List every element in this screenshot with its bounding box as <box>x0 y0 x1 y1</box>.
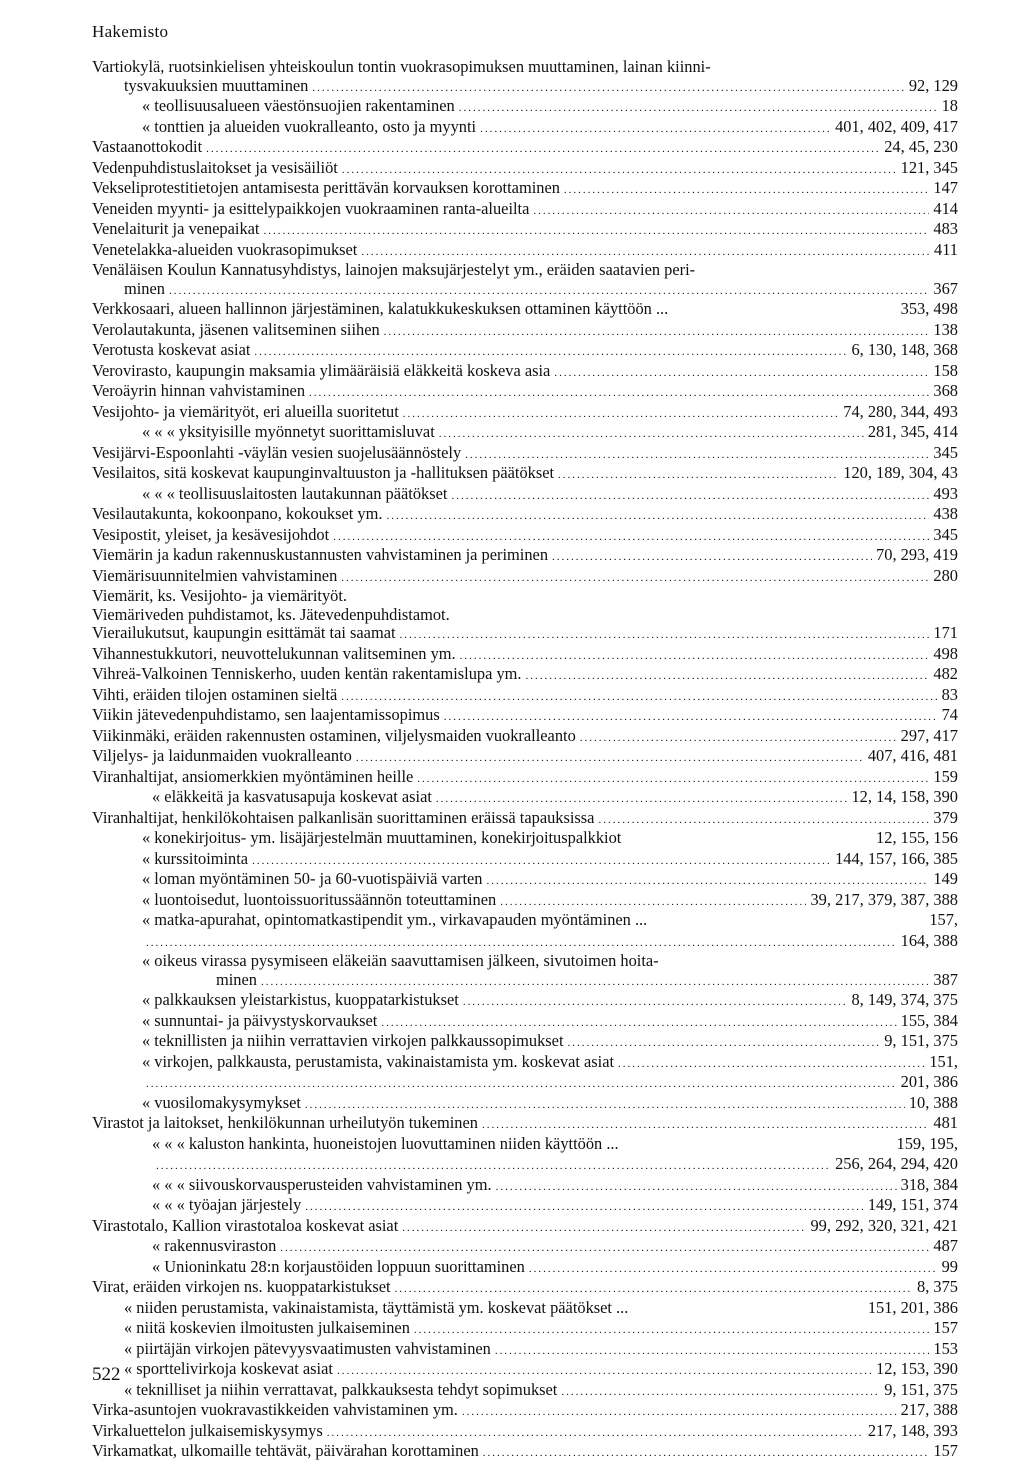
index-entry <box>92 526 958 547</box>
dot-leader <box>465 446 929 465</box>
entry-pages: 6, 130, 148, 368 <box>851 341 958 359</box>
entry-text: Viemärit, ks. Vesijohto- ja viemärityöt. <box>92 587 347 605</box>
entry-pages: 151, 201, 386 <box>867 1298 958 1317</box>
entry-pages: 483 <box>933 220 958 238</box>
dot-leader <box>459 99 938 118</box>
dot-leader <box>261 973 929 992</box>
index-entry <box>92 587 958 606</box>
index-entry <box>92 624 958 645</box>
entry-text: Venelaiturit ja venepaikat <box>92 220 260 238</box>
index-entry <box>92 300 958 321</box>
dot-leader <box>384 323 930 342</box>
dot-leader <box>400 626 930 645</box>
index-entry <box>92 382 958 403</box>
dot-leader <box>342 161 897 180</box>
dot-leader <box>618 1055 925 1074</box>
entry-pages: 138 <box>933 320 958 339</box>
entry-text: « palkkauksen yleistarkistus, kuoppatarkistukset <box>142 991 459 1009</box>
entry-text: « kurssitoiminta <box>142 849 249 868</box>
index-entry <box>92 567 958 588</box>
entry-text: Vihti, eräiden tilojen ostaminen sieltä <box>92 685 338 704</box>
entry-text: Venäläisen Koulun Kannatusyhdistys, lainojen maksujärjestelyt ym., eräiden saatavien peri- <box>92 261 696 279</box>
entry-text: Vesipostit, yleiset, ja kesävesijohdot <box>92 525 330 544</box>
entry-pages: 438 <box>933 505 958 523</box>
index-list <box>92 58 958 1463</box>
entry-text: Viikinmäki, eräiden rakennusten ostaminen, viljelysmaiden vuokralleanto <box>92 726 576 745</box>
dot-leader <box>341 569 929 588</box>
entry-text: « teknilliset ja niihin verrattavat, palkkauksesta tehdyt sopimukset <box>124 1380 558 1399</box>
dot-leader <box>414 1321 930 1340</box>
entry-text: « sunnuntai- ja päivystyskorvaukset <box>142 1011 378 1030</box>
index-entry <box>92 1196 958 1217</box>
entry-text: Verotusta koskevat asiat <box>92 341 251 359</box>
dot-leader <box>263 222 929 241</box>
index-entry <box>92 768 958 789</box>
index-entry <box>92 1258 958 1279</box>
dot-leader <box>444 708 938 727</box>
entry-pages: 159, 195, <box>896 1134 958 1153</box>
index-entry <box>92 1278 958 1299</box>
index-entry <box>92 261 958 280</box>
entry-pages: 18 <box>941 97 958 115</box>
entry-pages: 481 <box>933 1114 958 1132</box>
entry-pages: 256, 264, 294, 420 <box>835 1155 958 1173</box>
index-entry <box>92 870 958 891</box>
index-entry <box>92 220 958 241</box>
entry-pages: 151, <box>929 1052 958 1071</box>
entry-text: Vesilaitos, sitä koskevat kaupunginvaltuuston ja -hallituksen päätökset <box>92 464 555 482</box>
index-entry <box>92 952 958 971</box>
index-entry <box>92 991 958 1012</box>
entry-pages: 414 <box>933 199 958 218</box>
index-entry <box>92 58 958 77</box>
index-entry <box>92 809 958 830</box>
index-entry <box>92 444 958 465</box>
entry-text: « « « siivouskorvausperusteiden vahvistaminen ym. <box>152 1175 492 1194</box>
dot-leader <box>305 1198 864 1217</box>
entry-pages: 24, 45, 230 <box>884 138 958 156</box>
entry-text: Viemärin ja kadun rakennuskustannusten vahvistaminen ja periminen <box>92 546 549 564</box>
entry-pages: 164, 388 <box>900 931 958 950</box>
entry-text: « niitä koskevien ilmoitusten julkaiseminen <box>124 1319 410 1337</box>
entry-pages: 353, 498 <box>900 300 958 318</box>
dot-leader <box>580 729 897 748</box>
entry-pages: 83 <box>941 685 958 704</box>
index-entry <box>92 403 958 424</box>
entry-text: « « « yksityisille myönnetyt suorittamisluvat <box>142 423 435 441</box>
entry-pages: 99, 292, 320, 321, 421 <box>810 1216 958 1235</box>
entry-pages: 74 <box>941 706 958 724</box>
entry-pages: 157 <box>933 1442 958 1460</box>
entry-pages: 149, 151, 374 <box>867 1196 958 1214</box>
entry-pages: 201, 386 <box>900 1073 958 1091</box>
dot-leader <box>312 79 904 98</box>
index-entry <box>92 546 958 567</box>
entry-text: Vedenpuhdistuslaitokset ja vesisäiliöt <box>92 158 338 177</box>
dot-leader <box>156 1157 831 1176</box>
index-entry <box>92 1114 958 1135</box>
dot-leader <box>526 667 930 686</box>
dot-leader <box>337 1362 872 1381</box>
index-entry <box>92 423 958 444</box>
entry-text: « eläkkeitä ja kasvatusapuja koskevat asiat <box>152 788 432 806</box>
dot-leader <box>333 528 929 547</box>
entry-pages: 144, 157, 166, 385 <box>835 849 958 868</box>
entry-pages: 74, 280, 344, 493 <box>843 402 958 421</box>
entry-text: Viikin jätevedenpuhdistamo, sen laajentamissopimus <box>92 706 440 724</box>
index-entry <box>92 159 958 180</box>
entry-text: Virastot ja laitokset, henkilökunnan urheilutyön tukeminen <box>92 1114 478 1132</box>
entry-pages: 120, 189, 304, 43 <box>843 464 958 482</box>
entry-pages: 345 <box>933 525 958 544</box>
index-entry <box>92 1401 958 1422</box>
index-entry <box>92 1073 958 1094</box>
entry-text: « luontoisedut, luontoissuoritussäännön toteuttaminen <box>142 890 497 909</box>
entry-text: Viemäriveden puhdistamot, ks. Jätevedenpuhdistamot. <box>92 605 450 624</box>
entry-pages: 379 <box>933 808 958 827</box>
page-number: 522 <box>92 1364 121 1385</box>
entry-text: Venetelakka-alueiden vuokrasopimukset <box>92 240 358 259</box>
dot-leader <box>462 1403 897 1422</box>
index-entry <box>92 891 958 912</box>
dot-leader <box>305 1096 905 1115</box>
entry-pages: 70, 293, 419 <box>876 546 958 564</box>
entry-text: minen <box>216 970 257 989</box>
entry-text: Vierailukutsut, kaupungin esittämät tai saamat <box>92 624 396 642</box>
index-entry <box>92 464 958 485</box>
index-entry <box>92 932 958 953</box>
index-entry <box>92 341 958 362</box>
dot-leader <box>451 487 929 506</box>
index-entry <box>92 77 958 98</box>
index-entry <box>92 321 958 342</box>
index-entry <box>92 1217 958 1238</box>
dot-leader <box>561 1383 880 1402</box>
dot-leader <box>439 425 864 444</box>
entry-text: Virastotalo, Kallion virastotaloa koskevat asiat <box>92 1216 399 1235</box>
entry-pages: 9, 151, 375 <box>884 1380 958 1399</box>
index-entry <box>92 606 958 625</box>
entry-pages: 217, 148, 393 <box>867 1421 958 1440</box>
index-entry <box>92 97 958 118</box>
entry-text: Vihreä-Valkoinen Tenniskerho, uuden kentän rakentamislupa ym. <box>92 665 522 683</box>
dot-leader <box>436 790 848 809</box>
entry-text: Viranhaltijat, henkilökohtaisen palkanlisän suorittaminen eräissä tapauksissa <box>92 808 595 827</box>
index-entry <box>92 118 958 139</box>
entry-pages: 281, 345, 414 <box>867 423 958 441</box>
entry-pages: 92, 129 <box>908 76 958 95</box>
entry-pages: 367 <box>933 279 958 298</box>
entry-pages: 368 <box>933 382 958 400</box>
entry-text: « konekirjoitus- ym. lisäjärjestelmän muuttaminen, konekirjoituspalkkiot <box>142 829 622 847</box>
entry-pages: 159 <box>933 767 958 786</box>
index-entry <box>92 280 958 301</box>
dot-leader <box>417 770 929 789</box>
running-header: Hakemisto <box>92 22 169 41</box>
entry-text: « loman myöntäminen 50- ja 60-vuotispäiviä varten <box>142 870 483 888</box>
entry-text: « « « kaluston hankinta, huoneistojen luovuttaminen niiden käyttöön ... <box>152 1134 619 1153</box>
entry-pages: 280 <box>933 566 958 585</box>
entry-pages: 387 <box>933 970 958 989</box>
entry-pages: 147 <box>933 179 958 197</box>
index-entry <box>92 1135 958 1156</box>
dot-leader <box>598 811 929 830</box>
dot-leader <box>482 1116 929 1135</box>
entry-pages: 9, 151, 375 <box>884 1032 958 1050</box>
index-entry <box>92 1422 958 1443</box>
entry-text: tysvakuuksien muuttaminen <box>124 76 309 95</box>
entry-pages: 12, 14, 158, 390 <box>851 788 958 806</box>
entry-pages: 297, 417 <box>900 726 958 745</box>
index-entry <box>92 138 958 159</box>
index-entry <box>92 727 958 748</box>
dot-leader <box>252 852 831 871</box>
entry-pages: 121, 345 <box>900 158 958 177</box>
entry-pages: 157, <box>929 911 958 929</box>
index-entry <box>92 747 958 768</box>
entry-text: « teollisuusalueen väestönsuojien rakentaminen <box>142 97 455 115</box>
entry-pages: 487 <box>933 1237 958 1255</box>
entry-text: Verovirasto, kaupungin maksamia ylimääräisiä eläkkeitä koskeva asia <box>92 361 551 380</box>
index-entry <box>92 1360 958 1381</box>
entry-text: Vesilautakunta, kokoonpano, kokoukset ym. <box>92 505 383 523</box>
entry-pages: 99 <box>941 1257 958 1276</box>
entry-pages: 12, 155, 156 <box>876 829 958 847</box>
index-entry <box>92 645 958 666</box>
entry-pages: 10, 388 <box>908 1093 958 1112</box>
entry-pages: 158 <box>933 361 958 380</box>
index-entry <box>92 1340 958 1361</box>
index-entry <box>92 1176 958 1197</box>
dot-leader <box>558 466 839 485</box>
index-entry <box>92 1032 958 1053</box>
entry-text: Viemärisuunnitelmien vahvistaminen <box>92 566 338 585</box>
index-entry <box>92 850 958 871</box>
index-entry <box>92 200 958 221</box>
dot-leader <box>496 1178 897 1197</box>
index-entry <box>92 706 958 727</box>
dot-leader <box>402 1219 806 1238</box>
index-entry <box>92 1155 958 1176</box>
entry-pages: 157 <box>933 1319 958 1337</box>
index-entry <box>92 829 958 850</box>
entry-text: « rakennusviraston <box>152 1237 277 1255</box>
entry-pages: 318, 384 <box>900 1175 958 1194</box>
entry-pages: 149 <box>933 870 958 888</box>
entry-pages: 401, 402, 409, 417 <box>835 117 958 136</box>
dot-leader <box>309 384 929 403</box>
entry-text: Viljelys- ja laidunmaiden vuokralleanto <box>92 747 352 765</box>
dot-leader <box>206 140 880 159</box>
index-entry <box>92 665 958 686</box>
entry-pages: 411 <box>934 240 958 259</box>
dot-leader <box>568 1034 881 1053</box>
dot-leader <box>403 405 839 424</box>
dot-leader <box>463 993 848 1012</box>
dot-leader <box>552 548 872 567</box>
index-entry <box>92 911 958 932</box>
index-entry <box>92 1012 958 1033</box>
entry-text: Virkamatkat, ulkomaille tehtävät, päivärahan korottaminen <box>92 1442 479 1460</box>
index-entry <box>92 1319 958 1340</box>
dot-leader <box>146 1075 897 1094</box>
dot-leader <box>395 1280 913 1299</box>
index-entry <box>92 1381 958 1402</box>
dot-leader <box>480 120 831 139</box>
entry-text: « « « työajan järjestely <box>152 1196 302 1214</box>
index-entry <box>92 1053 958 1074</box>
dot-leader <box>361 243 930 262</box>
dot-leader <box>483 1444 930 1463</box>
entry-text: « piirtäjän virkojen pätevyysvaatimusten vahvistaminen <box>124 1339 491 1358</box>
entry-text: Viranhaltijat, ansiomerkkien myöntäminen heille <box>92 767 414 786</box>
entry-text: Vihannestukkutori, neuvottelukunnan valitseminen ym. <box>92 644 456 663</box>
entry-pages: 217, 388 <box>900 1401 958 1419</box>
entry-text: Virkaluettelon julkaisemiskysymys <box>92 1421 323 1440</box>
entry-pages: 345 <box>933 443 958 462</box>
entry-text: Verkkosaari, alueen hallinnon järjestäminen, kalatukkukeskuksen ottaminen käyttöön ... <box>92 300 669 318</box>
entry-pages: 39, 217, 379, 387, 388 <box>810 890 958 909</box>
entry-text: Veneiden myynti- ja esittelypaikkojen vuokraaminen ranta-alueilta <box>92 199 530 218</box>
index-entry <box>92 686 958 707</box>
entry-text: Virka-asuntojen vuokravastikkeiden vahvistaminen ym. <box>92 1401 458 1419</box>
entry-pages: 8, 375 <box>917 1278 958 1296</box>
entry-pages: 171 <box>933 624 958 642</box>
index-entry <box>92 179 958 200</box>
entry-text: Vartiokylä, ruotsinkielisen yhteiskoulun tontin vuokrasopimuksen muuttaminen, lainan kiinni- <box>92 58 711 76</box>
index-entry <box>92 788 958 809</box>
dot-leader <box>564 181 929 200</box>
entry-pages: 482 <box>933 665 958 683</box>
dot-leader <box>386 507 929 526</box>
entry-text: Vekseliprotestitietojen antamisesta perittävän korvauksen korottaminen <box>92 179 560 197</box>
dot-leader <box>280 1239 929 1258</box>
entry-text: « « « teollisuuslaitosten lautakunnan päätökset <box>142 484 448 503</box>
entry-text: Vastaanottokodit <box>92 138 203 156</box>
entry-text: « vuosilomakysymykset <box>142 1093 301 1112</box>
index-entry <box>92 241 958 262</box>
entry-text: « sporttelivirkoja koskevat asiat <box>124 1360 333 1378</box>
dot-leader <box>460 647 930 666</box>
dot-leader <box>169 282 929 301</box>
entry-text: Veroäyrin hinnan vahvistaminen <box>92 382 306 400</box>
entry-text: Vesijohto- ja viemärityöt, eri alueilla suoritetut <box>92 402 399 421</box>
entry-text: « tonttien ja alueiden vuokralleanto, osto ja myynti <box>142 117 477 136</box>
entry-text: Vesijärvi-Espoonlahti -väylän vesien suojelusäännöstely <box>92 443 462 462</box>
entry-text: « virkojen, palkkausta, perustamista, vakinaistamista ym. koskevat asiat <box>142 1052 615 1071</box>
dot-leader <box>554 364 929 383</box>
dot-leader <box>533 202 929 221</box>
dot-leader <box>254 343 847 362</box>
entry-text: Verolautakunta, jäsenen valitseminen siihen <box>92 320 380 339</box>
entry-text: « oikeus virassa pysymiseen eläkeiän saavuttamisen jälkeen, sivutoimen hoita- <box>142 952 659 970</box>
index-entry <box>92 362 958 383</box>
entry-text: « niiden perustamista, vakinaistamista, täyttämistä ym. koskevat päätökset ... <box>124 1298 629 1317</box>
index-entry <box>92 505 958 526</box>
entry-pages: 153 <box>933 1339 958 1358</box>
dot-leader <box>146 934 897 953</box>
index-entry <box>92 1094 958 1115</box>
index-entry <box>92 485 958 506</box>
index-entry <box>92 1299 958 1320</box>
entry-text: Virat, eräiden virkojen ns. kuoppatarkistukset <box>92 1278 391 1296</box>
index-entry <box>92 1237 958 1258</box>
dot-leader <box>341 688 937 707</box>
entry-pages: 498 <box>933 644 958 663</box>
entry-text: « Unioninkatu 28:n korjaustöiden loppuun suorittaminen <box>152 1257 525 1276</box>
entry-pages: 155, 384 <box>900 1011 958 1030</box>
dot-leader <box>327 1424 864 1443</box>
dot-leader <box>529 1260 938 1279</box>
entry-text: minen <box>124 279 165 298</box>
dot-leader <box>381 1014 896 1033</box>
index-entry <box>92 971 958 992</box>
index-entry <box>92 1442 958 1463</box>
entry-pages: 493 <box>933 484 958 503</box>
entry-pages: 8, 149, 374, 375 <box>851 991 958 1009</box>
entry-text: « teknillisten ja niihin verrattavien virkojen palkkaussopimukset <box>142 1032 564 1050</box>
dot-leader <box>500 893 806 912</box>
entry-pages: 12, 153, 390 <box>876 1360 958 1378</box>
entry-text: « matka-apurahat, opintomatkastipendit ym., virkavapauden myöntäminen ... <box>142 911 648 929</box>
dot-leader <box>356 749 864 768</box>
dot-leader <box>486 872 929 891</box>
entry-pages: 407, 416, 481 <box>867 747 958 765</box>
dot-leader <box>495 1342 930 1361</box>
